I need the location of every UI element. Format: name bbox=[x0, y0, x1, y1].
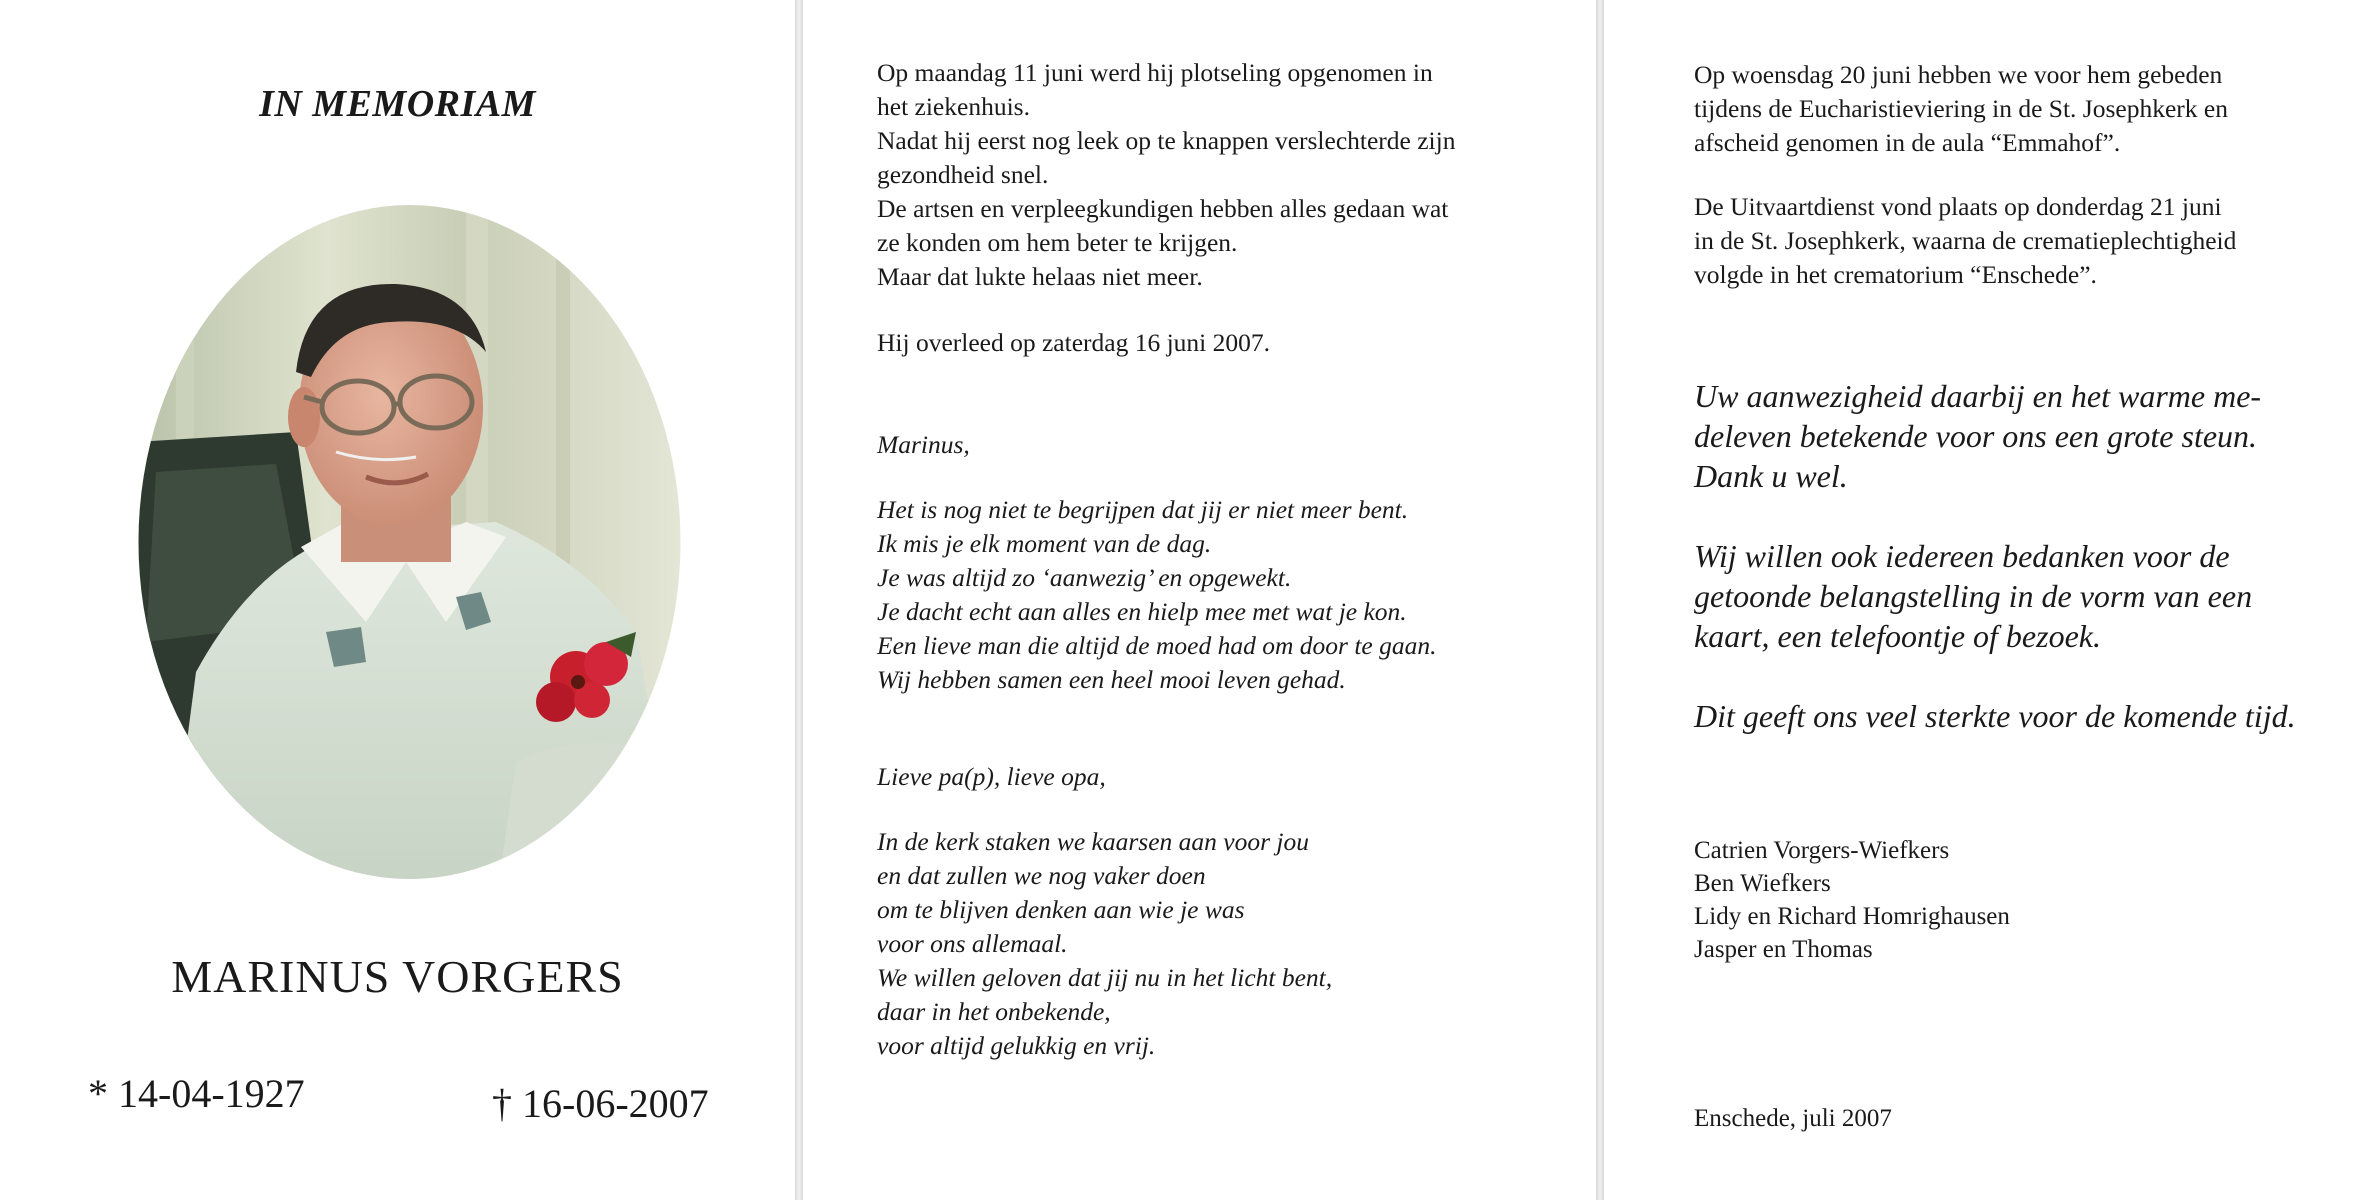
fold-line bbox=[1596, 0, 1604, 1200]
memoriam-title: IN MEMORIAM bbox=[259, 83, 536, 125]
hospital-paragraph bbox=[877, 56, 1455, 294]
poem-line: voor ons allemaal. bbox=[877, 929, 1068, 958]
text-line: Op maandag 11 juni werd hij plotseling opgenomen in bbox=[877, 58, 1433, 87]
poem-spouse bbox=[877, 493, 1436, 697]
text-panel-right bbox=[1604, 0, 2355, 1200]
text-line: Wij willen ook iedereen bedanken voor de bbox=[1694, 538, 2230, 574]
poem-line: Wij hebben samen een heel mooi leven gehad. bbox=[877, 665, 1346, 694]
funeral-paragraph bbox=[1694, 190, 2236, 292]
text-line: in de St. Josephkerk, waarna de crematieplechtigheid bbox=[1694, 226, 2237, 255]
death-date: † 16-06-2007 bbox=[492, 1081, 709, 1126]
cover-panel bbox=[0, 0, 795, 1200]
thanks-interest bbox=[1694, 536, 2252, 656]
greeting-marinus: Marinus, bbox=[877, 430, 970, 459]
text-line: Dank u wel. bbox=[1694, 458, 1848, 494]
text-line: Maar dat lukte helaas niet meer. bbox=[877, 262, 1203, 291]
signature-name: Catrien Vorgers-Wiefkers bbox=[1694, 837, 1950, 864]
birth-date: * 14-04-1927 bbox=[88, 1071, 305, 1116]
poem-line: voor altijd gelukkig en vrij. bbox=[877, 1031, 1156, 1060]
text-line: De Uitvaartdienst vond plaats op donderdag 21 juni bbox=[1694, 192, 2222, 221]
text-line: volgde in het crematorium “Enschede”. bbox=[1694, 260, 2097, 289]
text-line: ze konden om hem beter te krijgen. bbox=[877, 228, 1238, 257]
poem-line: Je was altijd zo ‘aanwezig’ en opgewekt. bbox=[877, 563, 1292, 592]
text-line: Nadat hij eerst nog leek op te knappen verslechterde zijn bbox=[877, 126, 1456, 155]
signature-name: Lidy en Richard Homrighausen bbox=[1694, 903, 2010, 930]
poem-line: In de kerk staken we kaarsen aan voor jou bbox=[877, 827, 1309, 856]
text-line: Uw aanwezigheid daarbij en het warme me- bbox=[1694, 378, 2262, 414]
signature-name: Ben Wiefkers bbox=[1694, 870, 1831, 897]
poem-line: Ik mis je elk moment van de dag. bbox=[877, 529, 1212, 558]
text-line: getoonde belangstelling in de vorm van een bbox=[1694, 578, 2253, 614]
text-line: Op woensdag 20 juni hebben we voor hem gebeden bbox=[1694, 60, 2223, 89]
deceased-name: MARINUS VORGERS bbox=[171, 951, 624, 1002]
text-line: het ziekenhuis. bbox=[877, 92, 1030, 121]
signatures bbox=[1694, 834, 2010, 966]
poem-line: daar in het onbekende, bbox=[877, 997, 1111, 1026]
poem-line: en dat zullen we nog vaker doen bbox=[877, 861, 1206, 890]
poem-line: We willen geloven dat jij nu in het licht bent, bbox=[877, 963, 1333, 992]
greeting-papa: Lieve pa(p), lieve opa, bbox=[877, 762, 1106, 791]
poem-line: Een lieve man die altijd de moed had om door te gaan. bbox=[877, 631, 1437, 660]
portrait-photo bbox=[136, 202, 683, 882]
thanks-strength: Dit geeft ons veel sterkte voor de komende tijd. bbox=[1694, 698, 2296, 734]
text-line: gezondheid snel. bbox=[877, 160, 1049, 189]
thanks-presence bbox=[1694, 376, 2261, 496]
text-line: De artsen en verpleegkundigen hebben alles gedaan wat bbox=[877, 194, 1449, 223]
poem-line: Je dacht echt aan alles en hielp mee met wat je kon. bbox=[877, 597, 1407, 626]
text-line: kaart, een telefoontje of bezoek. bbox=[1694, 618, 2101, 654]
signature-name: Jasper en Thomas bbox=[1694, 936, 1873, 963]
poem-line: Het is nog niet te begrijpen dat jij er niet meer bent. bbox=[877, 495, 1409, 524]
place-date: Enschede, juli 2007 bbox=[1694, 1105, 1892, 1132]
death-notice-line: Hij overleed op zaterdag 16 juni 2007. bbox=[877, 328, 1271, 357]
mass-paragraph bbox=[1694, 58, 2228, 160]
text-line: afscheid genomen in de aula “Emmahof”. bbox=[1694, 128, 2121, 157]
text-line: tijdens de Eucharistieviering in de St. Josephkerk en bbox=[1694, 94, 2228, 123]
poem-line: om te blijven denken aan wie je was bbox=[877, 895, 1245, 924]
fold-line bbox=[795, 0, 803, 1200]
text-panel-middle bbox=[803, 0, 1596, 1200]
text-line: deleven betekende voor ons een grote steun. bbox=[1694, 418, 2258, 454]
poem-children bbox=[877, 825, 1332, 1063]
